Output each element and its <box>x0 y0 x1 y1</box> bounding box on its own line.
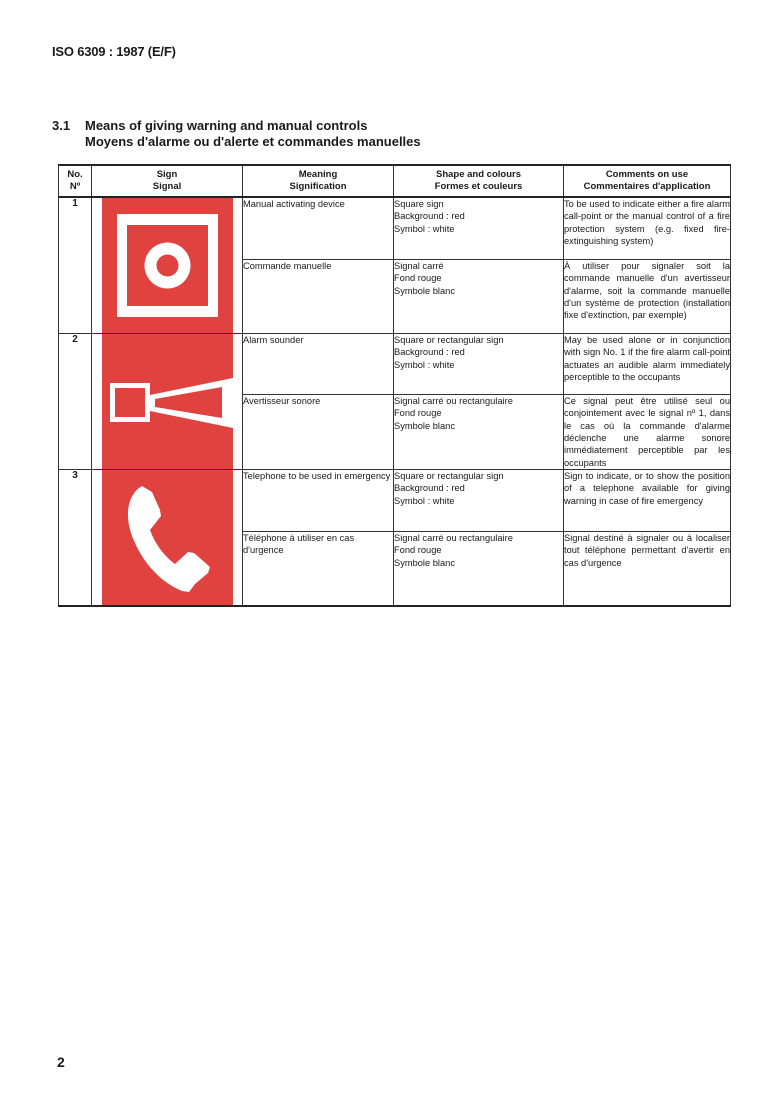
comment-fr: Ce signal peut être utilisé seul ou conjointement avec le signal nº 1, dans le cas où la commande d'alarme déclenche une alarme sonore immédiatement perceptible par les occupants <box>564 396 730 468</box>
shape-en: Square or rectangular sign Background : red Symbol : white <box>394 334 564 395</box>
meaning-fr: Avertisseur sonore <box>243 395 394 470</box>
column-header-meaning: Meaning Signification <box>243 165 394 197</box>
sign-cell <box>92 334 243 470</box>
shape-en: Square or rectangular sign Background : red Symbol : white <box>394 470 564 532</box>
meaning-en: Manual activating device <box>243 197 394 259</box>
row-number: 1 <box>59 197 92 334</box>
table-row <box>59 334 731 395</box>
manual-call-point-icon <box>102 198 233 333</box>
comment-en: May be used alone or in conjunction with sign No. 1 if the fire alarm call-point actuates an audible alarm immediately perceptible to the occupants <box>564 334 731 395</box>
telephone-handset-icon <box>102 470 233 605</box>
page-number: 2 <box>57 1054 65 1070</box>
meaning-fr: Téléphone à utiliser en cas d'urgence <box>243 531 394 606</box>
shape-en: Square sign Background : red Symbol : white <box>394 197 564 259</box>
sign-manual-call-point <box>102 198 233 333</box>
table-row <box>59 197 731 259</box>
column-header-no: No. Nº <box>59 165 92 197</box>
sign-emergency-telephone <box>102 470 233 605</box>
document-reference: ISO 6309 : 1987 (E/F) <box>52 44 176 59</box>
shape-fr: Signal carré ou rectangulaire Fond rouge Symbole blanc <box>394 531 564 606</box>
section-number: 3.1 <box>52 118 71 133</box>
column-header-comments: Comments on use Commentaires d'application <box>564 165 731 197</box>
comment-en: Sign to indicate, or to show the position of a telephone available for giving warning in case of fire emergency <box>564 470 731 532</box>
section-title-fr: Moyens d'alarme ou d'alerte et commandes manuelles <box>85 134 421 149</box>
comment-fr: À utiliser pour signaler soit la commande manuelle d'un avertisseur d'alarme, soit la commande manuelle d'un système de protection (installation fixe d'extinction, par exemple) <box>564 259 731 333</box>
meaning-en: Telephone to be used in emergency <box>243 470 394 532</box>
column-header-sign: Sign Signal <box>92 165 243 197</box>
row-number: 2 <box>59 334 92 470</box>
column-header-shape: Shape and colours Formes et couleurs <box>394 165 564 197</box>
meaning-fr: Commande manuelle <box>243 259 394 333</box>
shape-fr: Signal carré ou rectangulaire Fond rouge Symbole blanc <box>394 395 564 470</box>
comment-en: To be used to indicate either a fire alarm call-point or the manual control of a fire protection system (e.g. fixed fire-extinguishing system) <box>564 197 731 259</box>
sign-cell <box>92 197 243 334</box>
sign-cell <box>92 470 243 607</box>
section-title-en: Means of giving warning and manual controls <box>85 118 368 133</box>
meaning-en: Alarm sounder <box>243 334 394 395</box>
signs-table <box>58 164 731 607</box>
alarm-sounder-icon <box>102 334 233 469</box>
comment-fr: Signal destiné à signaler ou à localiser tout téléphone permettant d'avertir en cas d'urgence <box>564 531 731 606</box>
sign-alarm-sounder <box>102 334 233 469</box>
table-row <box>59 470 731 532</box>
shape-fr: Signal carré Fond rouge Symbole blanc <box>394 259 564 333</box>
row-number: 3 <box>59 470 92 607</box>
table-header-row <box>59 165 731 197</box>
